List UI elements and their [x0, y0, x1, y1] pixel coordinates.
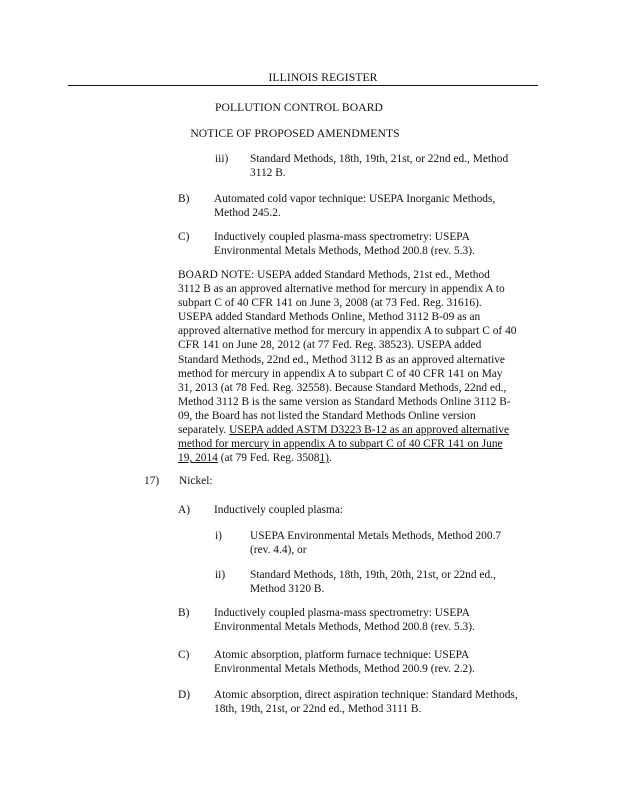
- mercury-item-c-line-1: Inductively coupled plasma-mass spectrometry: USEPA: [214, 231, 470, 243]
- board-note-line: [178, 423, 516, 437]
- nickel-item-b-label: B): [178, 607, 190, 619]
- board-note-line: Method 3112 B is the same version as Standard Methods Online 3112 B-: [178, 395, 511, 408]
- board-note-line: method for mercury in appendix A to subpart C of 40 CFR 141 on May: [178, 367, 503, 380]
- board-note-added-text: USEPA added ASTM D3223 B-12 as an approved alternative: [229, 424, 510, 437]
- header-rule: [68, 85, 538, 86]
- nickel-item-c-text: [214, 648, 475, 676]
- mercury-item-iii-label: iii): [215, 153, 229, 165]
- nickel-item-b-line-1: Inductively coupled plasma-mass spectrometry: USEPA: [214, 607, 470, 619]
- nickel-number: 17): [144, 475, 160, 487]
- nickel-item-i-line-1: USEPA Environmental Metals Methods, Method 200.7: [250, 530, 502, 542]
- board-note-added-text: 19, 2014: [178, 452, 218, 465]
- mercury-item-b-line-2: Method 245.2.: [214, 207, 281, 219]
- board-note-line: [178, 451, 516, 465]
- nickel-title: Nickel:: [179, 475, 213, 487]
- nickel-item-a-label: A): [178, 504, 191, 516]
- board-note-added-line: method for mercury in appendix A to subpart C of 40 CFR 141 on June: [178, 438, 503, 451]
- board-title: POLLUTION CONTROL BOARD: [214, 101, 384, 114]
- board-note-line: 31, 2013 (at 78 Fed. Reg. 32558). Because Standard Methods, 22nd ed.,: [178, 381, 507, 394]
- mercury-item-b-label: B): [178, 193, 190, 205]
- board-note-text: separately.: [178, 424, 227, 437]
- mercury-item-c-label: C): [178, 231, 190, 243]
- nickel-item-d-line-2: 18th, 19th, 21st, or 22nd ed., Method 3111 B.: [214, 703, 422, 715]
- nickel-item-d-line-1: Atomic absorption, direct aspiration technique: Standard Methods,: [214, 689, 518, 701]
- mercury-item-iii-line-2: 3112 B.: [250, 167, 286, 179]
- board-note-line: approved alternative method for mercury in appendix A to subpart C of 40: [178, 325, 517, 338]
- nickel-item-d-text: [214, 688, 518, 716]
- nickel-item-c-line-2: Environmental Metals Methods, Method 200.9 (rev. 2.2).: [214, 663, 475, 675]
- nickel-item-c-line-1: Atomic absorption, platform furnace technique: USEPA: [214, 649, 470, 661]
- nickel-item-d-label: D): [178, 689, 191, 701]
- nickel-item-c-label: C): [178, 649, 190, 661]
- mercury-item-iii-text: [250, 152, 508, 180]
- nickel-item-ii-line-1: Standard Methods, 18th, 19th, 20th, 21st, or 22nd ed.,: [250, 569, 496, 581]
- nickel-item-i-text: [250, 529, 501, 557]
- notice-title: NOTICE OF PROPOSED AMENDMENTS: [190, 127, 400, 140]
- board-note-line: CFR 141 on June 28, 2012 (at 77 Fed. Reg. 38523). USEPA added: [178, 339, 482, 352]
- mercury-item-c-text: [214, 230, 475, 258]
- board-note-line: Standard Methods, 22nd ed., Method 3112 B as an approved alternative: [178, 353, 505, 366]
- board-note-text: .: [328, 452, 332, 465]
- mercury-item-iii-line-1: Standard Methods, 18th, 19th, 21st, or 22nd ed., Method: [250, 153, 509, 165]
- mercury-item-b-line-1: Automated cold vapor technique: USEPA Inorganic Methods,: [214, 193, 496, 205]
- nickel-item-i-line-2: (rev. 4.4), or: [250, 544, 307, 556]
- nickel-item-ii-line-2: Method 3120 B.: [250, 583, 325, 595]
- nickel-item-ii-label: ii): [215, 569, 226, 581]
- board-note-text: (at 79 Fed. Reg. 3508: [220, 452, 320, 465]
- board-note: [178, 268, 516, 465]
- board-note-line: BOARD NOTE: USEPA added Standard Methods, 21st ed., Method: [178, 269, 490, 281]
- nickel-item-a-text: Inductively coupled plasma:: [214, 504, 344, 516]
- nickel-item-b-text: [214, 606, 475, 634]
- nickel-item-b-line-2: Environmental Metals Methods, Method 200.8 (rev. 5.3).: [214, 621, 475, 633]
- board-note-line: 3112 B as an approved alternative method for mercury in appendix A to: [178, 283, 505, 296]
- mercury-item-c-line-2: Environmental Metals Methods, Method 200.8 (rev. 5.3).: [214, 245, 475, 257]
- nickel-item-ii-text: [250, 568, 496, 596]
- board-note-line: 09, the Board has not listed the Standard Methods Online version: [178, 409, 476, 422]
- board-note-added-text: 1): [319, 452, 329, 465]
- nickel-item-i-label: i): [215, 530, 222, 542]
- board-note-line: USEPA added Standard Methods Online, Method 3112 B-09 as an: [178, 311, 481, 324]
- board-note-line: subpart C of 40 CFR 141 on June 3, 2008 (at 73 Fed. Reg. 31616).: [178, 297, 482, 310]
- register-title: ILLINOIS REGISTER: [268, 71, 378, 84]
- mercury-item-b-text: [214, 192, 495, 220]
